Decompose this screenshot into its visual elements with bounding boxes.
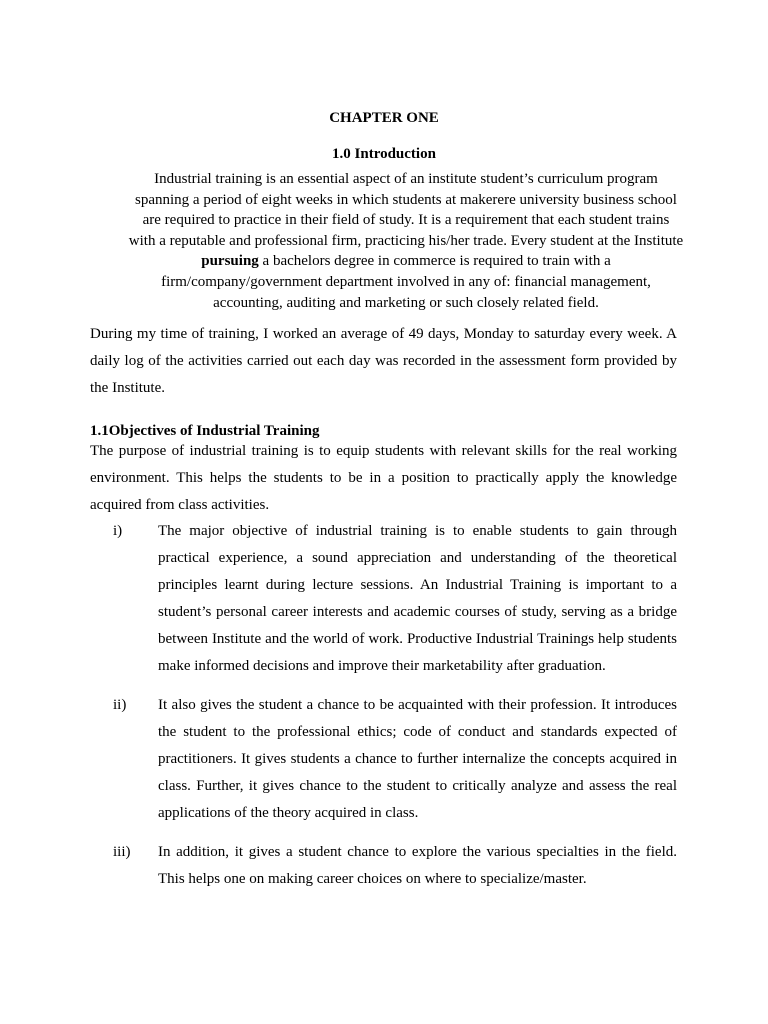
intro-text-start: Industrial training is an essential aspect of an institute student’s curriculum program spanning a period of eight weeks in which students at makerere university business school are required to practice in their field of study. It is a requirement that each student trains with a reputable and professional firm, practicing his/her trade. Every student at the Institute — [128, 171, 684, 249]
list-item-text: In addition, it gives a student chance to explore the various specialties in the field. This helps one on making career choices on where to specialize/master. — [158, 844, 677, 887]
list-item-number: ii) — [113, 697, 127, 713]
chapter-title: CHAPTER ONE — [329, 110, 439, 126]
intro-text-end: a bachelors degree in commerce is required to train with a firm/company/government department involved in any of: financial management, accounting, auditing and marketing or such closely related field. — [161, 253, 651, 311]
purpose-paragraph: The purpose of industrial training is to equip students with relevant skills for the real working environment. This helps the students to be in a position to practically apply the knowledge acquired from class activities. — [90, 443, 677, 513]
section-title: 1.0 Introduction — [332, 146, 436, 162]
intro-paragraph — [128, 169, 684, 313]
list-item-text: It also gives the student a chance to be acquainted with their profession. It introduces the student to the professional ethics; code of conduct and standards expected of practitioners. It gives students a chance to further internalize the concepts acquired in class. Further, it gives chance to the student to critically analyze and assess the real applications of the theory acquired in class. — [158, 697, 677, 821]
list-item-text: The major objective of industrial training is to enable students to gain through practical experience, a sound appreciation and understanding of the theoretical principles learnt during lecture sessions. An Industrial Training is important to a student’s personal career interests and academic courses of study, serving as a bridge between Institute and the world of work. Productive Industrial Trainings help students make informed decisions and improve their marketability after graduation. — [158, 523, 677, 674]
objectives-heading: 1.1Objectives of Industrial Training — [90, 423, 320, 439]
list-item-number: i) — [113, 523, 123, 539]
intro-bold-word: pursuing — [201, 253, 259, 270]
list-item-number: iii) — [113, 844, 131, 860]
training-paragraph: During my time of training, I worked an average of 49 days, Monday to saturday every week. A daily log of the activities carried out each day was recorded in the assessment form provided by the Institute. — [90, 326, 677, 396]
